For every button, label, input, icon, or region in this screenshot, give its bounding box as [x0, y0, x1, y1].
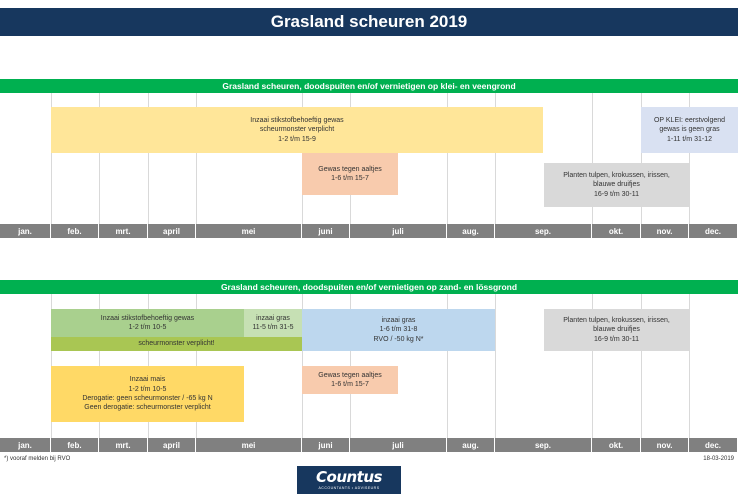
month-label: mei — [196, 438, 302, 452]
month-label: nov. — [641, 438, 689, 452]
block-text: Gewas tegen aaltjes — [318, 371, 382, 379]
block-inzaai-gras-mei — [244, 309, 302, 337]
section-klei-veen — [0, 79, 742, 238]
logo-name: Countus — [316, 467, 382, 486]
document-date: 18-03-2019 — [703, 456, 734, 462]
section-header: Grasland scheuren, doodspuiten en/of vernietigen op zand- en lössgrond — [0, 280, 738, 294]
block-gewas-aaltjes — [302, 366, 398, 394]
block-text: Planten tulpen, krokussen, irissen, — [563, 171, 670, 179]
block-text: Gewas tegen aaltjes — [318, 165, 382, 173]
block-text: 1-6 t/m 15-7 — [331, 175, 369, 182]
month-label: mei — [196, 224, 302, 238]
block-inzaai-gras-zomer — [302, 309, 495, 351]
month-label: okt. — [592, 224, 641, 238]
block-text: OP KLEI: eerstvolgend — [653, 116, 726, 124]
month-axis — [0, 224, 738, 238]
block-text: inzaai gras — [381, 316, 416, 324]
month-label: nov. — [641, 224, 689, 238]
month-label: mrt. — [99, 224, 148, 238]
countus-logo — [297, 466, 401, 494]
block-text: 1-11 t/m 31-12 — [666, 135, 712, 143]
month-label: dec. — [689, 224, 738, 238]
block-op-klei — [641, 107, 738, 153]
block-planten-tulpen — [544, 163, 689, 207]
block-text: Planten tulpen, krokussen, irissen, — [563, 316, 670, 324]
block-inzaai-stikstof — [51, 107, 543, 153]
block-gewas-aaltjes — [302, 153, 398, 195]
block-inzaai-stikstof — [51, 309, 244, 337]
month-label: dec. — [689, 438, 738, 452]
block-text: 1-2 t/m 15-9 — [278, 135, 316, 143]
block-text: 16-9 t/m 30-11 — [593, 335, 639, 343]
month-label: april — [148, 224, 196, 238]
block-text: Derogatie: geen scheurmonster / -65 kg N — [82, 395, 213, 402]
block-text: Geen derogatie: scheurmonster verplicht — [84, 404, 211, 412]
month-label: feb. — [51, 438, 99, 452]
month-label: sep. — [495, 438, 592, 452]
block-text: scheurmonster verplicht! — [138, 340, 215, 348]
month-label: aug. — [447, 224, 495, 238]
month-label: april — [148, 438, 196, 452]
block-text: Inzaai stikstofbehoeftig gewas — [100, 314, 195, 322]
section-zand-loss — [0, 280, 742, 452]
grid-line — [495, 294, 496, 438]
block-text: blauwe druifjes — [593, 326, 640, 334]
month-label: juli — [350, 438, 447, 452]
block-text: Inzaai stikstofbehoeftig gewas — [250, 116, 344, 124]
block-text: Inzaai mais — [129, 376, 166, 384]
month-label: okt. — [592, 438, 641, 452]
month-label: jan. — [0, 224, 51, 238]
month-axis — [0, 438, 738, 452]
month-label: sep. — [495, 224, 592, 238]
block-text: 1-6 t/m 31-8 — [379, 326, 418, 334]
block-text: inzaai gras — [256, 314, 290, 322]
block-text: 1-2 t/m 10-5 — [128, 324, 167, 331]
section-header: Grasland scheuren, doodspuiten en/of vernietigen op klei- en veengrond — [0, 79, 738, 93]
block-inzaai-mais — [51, 366, 244, 422]
page-title: Grasland scheuren 2019 — [0, 8, 738, 36]
block-text: 1-2 t/m 10-5 — [128, 385, 167, 393]
month-label: feb. — [51, 224, 99, 238]
month-label: jan. — [0, 438, 51, 452]
block-text: 11-5 t/m 31-5 — [252, 324, 294, 331]
block-text: scheurmonster verplicht — [259, 126, 335, 134]
footnote: *) vooraf melden bij RVO — [4, 456, 71, 462]
grid-line — [689, 294, 690, 438]
month-label: juni — [302, 438, 350, 452]
month-label: mrt. — [99, 438, 148, 452]
block-planten-tulpen — [544, 309, 689, 351]
month-label: juni — [302, 224, 350, 238]
block-text: RVO / -50 kg N* — [373, 335, 424, 343]
block-text: 1-6 t/m 15-7 — [331, 381, 369, 388]
block-text: 16-9 t/m 30-11 — [593, 190, 639, 198]
month-label: juli — [350, 224, 447, 238]
block-text: gewas is geen gras — [659, 126, 720, 134]
logo-tagline: ACCOUNTANTS • ADVISEURS — [318, 485, 380, 490]
block-scheurmonster — [51, 337, 302, 351]
block-text: blauwe druifjes — [593, 181, 640, 189]
month-label: aug. — [447, 438, 495, 452]
